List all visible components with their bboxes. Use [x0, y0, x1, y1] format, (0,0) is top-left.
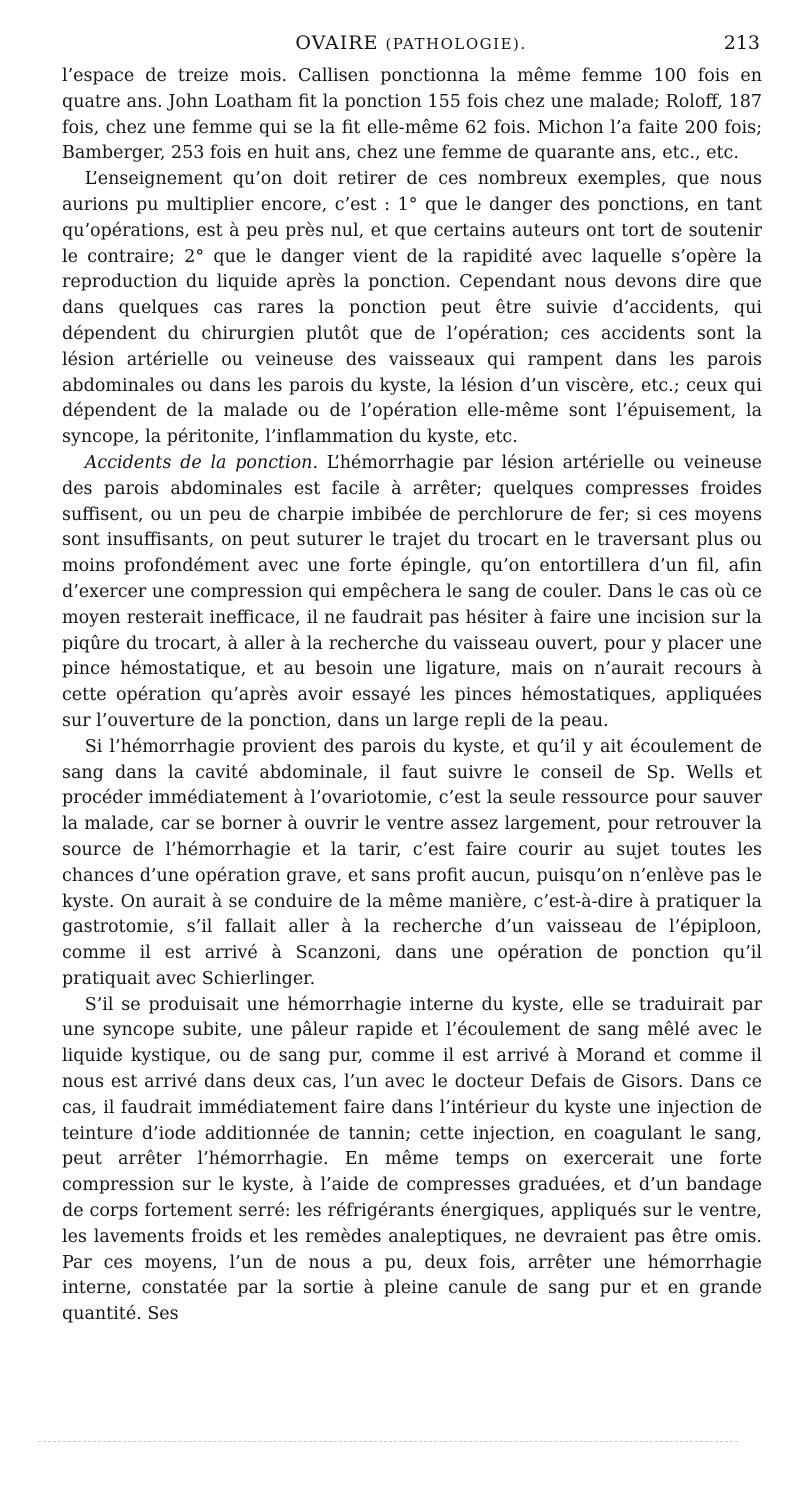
paragraph-3: [62, 451, 762, 735]
running-title-main: OVAIRE: [295, 32, 379, 54]
paragraph-2: L’enseignement qu’on doit retirer de ces nombreux exemples, que nous aurions pu multiplier encore, c’est : 1° que le danger des ponctions, en tant qu’opérations, est à peu près nul, et que certains auteurs ont tort de soutenir le contraire; 2° que le danger vient de la rapidité avec laquelle s’opère la reproduction du liquide après la ponction. Cependant nous devons dire que dans quelques cas rares la ponction peut être suivie d’accidents, qui dépendent du chirurgien plutôt que de l’opération; ces accidents sont la lésion artérielle ou veineuse des vaisseaux qui rampent dans les parois abdominales ou dans les parois du kyste, la lésion d’un viscère, etc.; ceux qui dépendent de la malade ou de l’opération elle-même sont l’épuisement, la syncope, la péritonite, l’inflammation du kyste, etc.: [62, 169, 762, 448]
section-heading-accidents: Accidents de la ponction.: [84, 452, 319, 473]
running-title-sub: (PATHOLOGIE).: [385, 35, 527, 53]
page-header: [62, 32, 760, 58]
page-number: 213: [723, 32, 760, 54]
paragraph-1: l’espace de treize mois. Callisen ponctionna la même femme 100 fois en quatre ans. John Loatham fit la ponction 155 fois chez une malade; Roloff, 187 fois, chez une femme qui se la fit elle-même 62 fois. Michon l’a faite 200 fois; Bamberger, 253 fois en huit ans, chez une femme de quarante ans, etc., etc.: [62, 66, 762, 164]
running-title: [62, 32, 760, 54]
footer-divider: [38, 1441, 738, 1442]
paragraph-3-text: L’hémorrhagie par lésion artérielle ou veineuse des parois abdominales est facile à arrêter; quelques compresses froides suffisent, ou un peu de charpie imbibée de perchlorure de fer; si ces moyens sont insuffisants, on peut suturer le trajet du trocart en le traversant plus ou moins profondément avec une forte épingle, qu’on entortillera d’un fil, afin d’exercer une compression qui empêchera le sang de couler. Dans le cas où ce moyen resterait inefficace, il ne faudrait pas hésiter à faire une incision sur la piqûre du trocart, à aller à la recherche du vaisseau ouvert, pour y placer une pince hémostatique, et au besoin une ligature, mais on n’aurait recours à cette opération qu’après avoir essayé les pinces hémostatiques, appliquées sur l’ouverture de la ponction, dans un large repli de la peau.: [62, 452, 762, 731]
body-text: [62, 64, 762, 1328]
paragraph-4: Si l’hémorrhagie provient des parois du kyste, et qu’il y ait écoulement de sang dans la cavité abdominale, il faut suivre le conseil de Sp. Wells et procéder immédiatement à l’ovariotomie, c’est la seule ressource pour sauver la malade, car se borner à ouvrir le ventre assez largement, pour retrouver la source de l’hémorrhagie et la tarir, c’est faire courir au sujet toutes les chances d’une opération grave, et sans profit aucun, puisqu’on n’enlève pas le kyste. On aurait à se conduire de la même manière, c’est-à-dire à pratiquer la gastrotomie, s’il fallait aller à la recherche d’un vaisseau de l’épiploon, comme il est arrivé à Scanzoni, dans une opération de ponction qu’il pratiquait avec Schierlinger.: [62, 736, 762, 989]
paragraph-5: S’il se produisait une hémorrhagie interne du kyste, elle se traduirait par une syncope subite, une pâleur rapide et l’écoulement de sang mêlé avec le liquide kystique, ou de sang pur, comme il est arrivé à Morand et comme il nous est arrivé dans deux cas, l’un avec le docteur Defais de Gisors. Dans ce cas, il faudrait immédiatement faire dans l’intérieur du kyste une injection de teinture d’iode additionnée de tannin; cette injection, en coagulant le sang, peut arrêter l’hémorrhagie. En même temps on exercerait une forte compression sur le kyste, à l’aide de compresses graduées, et d’un bandage de corps fortement serré: les réfrigérants énergiques, appliqués sur le ventre, les lavements froids et les remèdes analeptiques, ne devraient pas être omis. Par ces moyens, l’un de nous a pu, deux fois, arrêter une hémorrhagie interne, constatée par la sortie à pleine canule de sang pur et en grande quantité. Ses: [62, 994, 762, 1325]
